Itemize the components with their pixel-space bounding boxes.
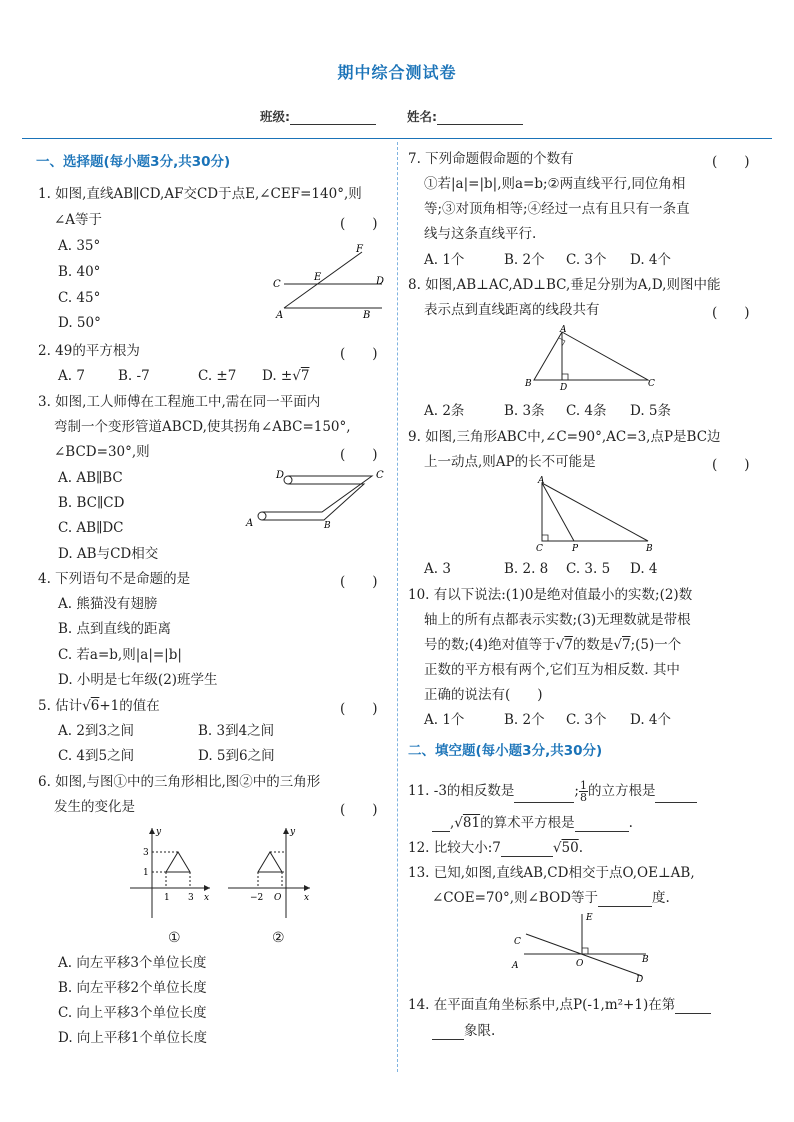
q12-radicand: 50 <box>561 840 579 856</box>
q1-stem-line1: 1. 如图,直线AB∥CD,AF交CD于点E,∠CEF=140°,则 <box>38 186 362 202</box>
q10-line3-suffix: ;(5)一个 <box>630 637 682 653</box>
q7-stem-line4: 线与这条直线平行. <box>424 226 537 242</box>
q1-stem-line2: ∠A等于 <box>54 212 103 228</box>
q14-stem-line2 <box>432 1022 495 1040</box>
q11-fraction-den: 8 <box>579 791 587 804</box>
q11-line2: ,√81的算术平方根是 . <box>432 814 633 832</box>
q5-stem-prefix: 5. 估计 <box>38 698 83 714</box>
q11-separator: ; <box>574 783 579 799</box>
q12-line: 12. 比较大小:7 √50. <box>408 840 583 856</box>
q9-fig-label-a: A <box>538 476 545 486</box>
q6-option-d[interactable]: D. 向上平移1个单位长度 <box>58 1030 208 1046</box>
q8-fig-label-c: C <box>648 379 655 389</box>
q14-blank-cont[interactable] <box>432 1025 464 1040</box>
q13-fig-label-a: A <box>512 961 519 971</box>
q14-blank[interactable] <box>675 999 711 1014</box>
class-blank[interactable] <box>290 110 376 125</box>
q6-fig1-tick-1x: 1 <box>164 893 170 903</box>
q11-fraction <box>579 780 588 803</box>
q6-fig1-y-label: y <box>156 827 162 837</box>
q13-figure <box>506 910 656 982</box>
q6-answer-paren[interactable]: ( ) <box>340 802 378 818</box>
q14-stem-line1 <box>408 996 711 1014</box>
q10-stem-line5: 正确的说法有( ) <box>424 687 543 703</box>
q10-stem-line4: 正数的平方根有两个,它们互为相反数. 其中 <box>424 662 680 678</box>
q1-fig-label-e: E <box>314 272 322 283</box>
name-field <box>407 107 523 125</box>
q1-answer-paren[interactable]: ( ) <box>340 216 378 232</box>
q11-blank-2-cont[interactable] <box>432 817 450 832</box>
q4-option-a[interactable]: A. 熊猫没有翅膀 <box>58 596 158 612</box>
q13-fig-label-d: D <box>636 975 644 982</box>
q7-option-a[interactable]: A. 1个 <box>424 252 465 268</box>
q11-fraction-num: 1 <box>579 779 587 792</box>
q7-stem-line3: 等;③对顶角相等;④经过一点有且只有一条直 <box>424 201 690 217</box>
class-label: 班级: <box>260 109 290 124</box>
q9-stem-line2: 上一动点,则AP的长不可能是 <box>424 454 596 470</box>
q9-option-a[interactable]: A. 3 <box>424 561 451 577</box>
q8-fig-label-d: D <box>560 383 568 390</box>
q13-fig-label-e: E <box>586 913 593 923</box>
q14-line2-text: 象限. <box>464 1023 496 1039</box>
q6-caption-1: ① <box>168 930 181 946</box>
q2-option-c[interactable]: C. ±7 <box>198 368 237 384</box>
q9-option-b[interactable]: B. 2. 8 <box>504 561 549 577</box>
q8-fig-label-b: B <box>525 379 532 389</box>
q3-stem-line1: 3. 如图,工人师傅在工程施工中,需在同一平面内 <box>38 394 321 410</box>
q6-fig1-tick-3x: 3 <box>188 893 194 903</box>
q7-stem-line1: 7. 下列命题假命题的个数有 <box>408 151 574 167</box>
name-blank[interactable] <box>437 110 523 125</box>
q5-stem-suffix: +1的值在 <box>99 698 160 714</box>
q3-option-c[interactable]: C. AB∥DC <box>58 520 124 536</box>
q10-option-c[interactable]: C. 3个 <box>566 712 607 728</box>
q1-fig-label-c: C <box>273 279 281 290</box>
q6-option-b[interactable]: B. 向左平移2个单位长度 <box>58 980 207 996</box>
q10-option-d[interactable]: D. 4个 <box>630 712 672 728</box>
section-choice-title: 一、选择题(每小题3分,共30分) <box>36 154 231 170</box>
q11-prefix: 11. -3的相反数是 <box>408 783 515 799</box>
q6-option-a[interactable]: A. 向左平移3个单位长度 <box>58 955 207 971</box>
q13-fig-label-o: O <box>576 959 584 969</box>
q3-option-d[interactable]: D. AB与CD相交 <box>58 546 159 562</box>
q5-option-c[interactable]: C. 4到5之间 <box>58 748 135 764</box>
q5-stem: 5. 估计√6+1的值在 <box>38 698 160 714</box>
q11-blank-1[interactable] <box>514 788 574 803</box>
q11-line1 <box>408 780 697 803</box>
q5-option-a[interactable]: A. 2到3之间 <box>58 723 135 739</box>
q3-fig-label-c: C <box>376 470 384 481</box>
q5-answer-paren[interactable]: ( ) <box>340 701 378 717</box>
q11-end: . <box>628 815 633 831</box>
q6-option-c[interactable]: C. 向上平移3个单位长度 <box>58 1005 207 1021</box>
q1-option-b[interactable]: B. 40° <box>58 264 101 280</box>
q10-option-b[interactable]: B. 2个 <box>504 712 545 728</box>
q1-option-d[interactable]: D. 50° <box>58 315 101 331</box>
q3-fig-label-a: A <box>246 518 254 528</box>
q5-option-b[interactable]: B. 3到4之间 <box>198 723 275 739</box>
q1-option-a[interactable]: A. 35° <box>58 238 101 254</box>
q3-figure <box>242 466 392 528</box>
q6-figure-1 <box>130 827 210 918</box>
q3-answer-paren[interactable]: ( ) <box>340 447 378 463</box>
q11-radicand: 81 <box>462 815 481 831</box>
q10-line3-radicand-1: 7 <box>564 637 573 653</box>
q6-figures <box>122 822 322 922</box>
q7-option-d[interactable]: D. 4个 <box>630 252 672 268</box>
q1-fig-label-a: A <box>276 310 284 321</box>
q12-end: . <box>578 840 583 856</box>
q9-option-d[interactable]: D. 4 <box>630 561 658 577</box>
q8-option-c[interactable]: C. 4条 <box>566 403 607 419</box>
q1-fig-label-b: B <box>363 310 371 321</box>
q7-option-b[interactable]: B. 2个 <box>504 252 545 268</box>
header-rule <box>22 138 772 139</box>
q6-fig2-y-label: y <box>290 827 296 837</box>
q8-figure <box>520 324 660 390</box>
q4-option-d[interactable]: D. 小明是七年级(2)班学生 <box>58 672 218 688</box>
q4-option-c[interactable]: C. 若a=b,则|a|=|b| <box>58 647 182 663</box>
q10-stem-line2: 轴上的所有点都表示实数;(3)无理数就是带根 <box>424 612 691 628</box>
q4-stem: 4. 下列语句不是命题的是 <box>38 571 191 587</box>
q11-blank-3[interactable] <box>575 817 629 832</box>
q10-line3-middle: 的数是 <box>572 637 614 653</box>
class-field <box>260 107 376 125</box>
q2-option-d-prefix: D. ± <box>262 368 293 384</box>
q3-fig-label-b: B <box>324 521 331 528</box>
q5-option-d[interactable]: D. 5到6之间 <box>198 748 275 764</box>
q2-option-a[interactable]: A. 7 <box>58 368 85 384</box>
q3-option-a[interactable]: A. AB∥BC <box>58 470 123 486</box>
q9-fig-label-c: C <box>536 544 543 553</box>
q4-answer-paren[interactable]: ( ) <box>340 574 378 590</box>
name-label: 姓名: <box>407 109 437 124</box>
q7-option-c[interactable]: C. 3个 <box>566 252 607 268</box>
q6-fig2-tick-neg2: −2 <box>250 893 264 903</box>
q9-answer-paren[interactable]: ( ) <box>712 457 750 473</box>
q1-figure <box>270 240 390 322</box>
q10-stem-line3: 号的数;(4)绝对值等于√7的数是√7;(5)一个 <box>424 637 682 653</box>
column-divider <box>397 142 398 1072</box>
q14-line1-text: 14. 在平面直角坐标系中,点P(-1,m²+1)在第 <box>408 997 676 1013</box>
q1-option-c[interactable]: C. 45° <box>58 290 101 306</box>
q3-stem-line3: ∠BCD=30°,则 <box>54 444 150 460</box>
q1-fig-label-f: F <box>356 244 363 255</box>
q8-stem-line1: 8. 如图,AB⊥AC,AD⊥BC,垂足分别为A,D,则图中能 <box>408 277 721 293</box>
q6-stem-line1: 6. 如图,与图①中的三角形相比,图②中的三角形 <box>38 774 321 790</box>
q7-answer-paren[interactable]: ( ) <box>712 154 750 170</box>
q6-caption-2: ② <box>272 930 285 946</box>
q9-fig-label-b: B <box>646 544 653 553</box>
q6-fig1-tick-3y: 3 <box>143 848 149 858</box>
q13-line2-end: 度. <box>651 890 670 906</box>
q11-mid: 的立方根是 <box>587 783 656 799</box>
q8-option-b[interactable]: B. 3条 <box>504 403 545 419</box>
q6-fig2-x-label: x <box>304 893 310 903</box>
q2-option-d-radicand: 7 <box>300 368 310 384</box>
q10-line3-prefix: 号的数;(4)绝对值等于 <box>424 637 556 653</box>
q6-figure-2 <box>228 827 310 918</box>
q13-stem-line2 <box>432 889 670 907</box>
q5-radicand: 6 <box>90 698 100 714</box>
q11-line2-text: 的算术平方根是 <box>480 815 575 831</box>
q12-prefix: 12. 比较大小:7 <box>408 840 501 856</box>
q9-option-c[interactable]: C. 3. 5 <box>566 561 611 577</box>
q13-stem-line1: 13. 已知,如图,直线AB,CD相交于点O,OE⊥AB, <box>408 865 695 881</box>
q8-answer-paren[interactable]: ( ) <box>712 305 750 321</box>
q9-fig-label-p: P <box>572 544 579 553</box>
q13-fig-label-b: B <box>642 955 649 965</box>
q2-stem: 2. 49的平方根为 <box>38 343 140 359</box>
q10-line3-radicand-2: 7 <box>621 637 631 653</box>
q13-blank[interactable] <box>598 892 652 907</box>
page-title: 期中综合测试卷 <box>337 63 457 82</box>
q13-line2-text: ∠COE=70°,则∠BOD等于 <box>432 890 598 906</box>
q2-answer-paren[interactable]: ( ) <box>340 346 378 362</box>
q3-fig-label-d: D <box>276 470 285 481</box>
q6-fig2-origin: O <box>274 893 282 903</box>
q7-stem-line2: ①若|a|=|b|,则a=b;②两直线平行,同位角相 <box>424 176 686 192</box>
q8-option-d[interactable]: D. 5条 <box>630 403 672 419</box>
q11-line2-prefix: , <box>450 815 455 831</box>
q13-fig-label-c: C <box>514 937 521 947</box>
q10-stem-line1: 10. 有以下说法:(1)0是绝对值最小的实数;(2)数 <box>408 587 693 603</box>
q3-stem-line2: 弯制一个变形管道ABCD,使其拐角∠ABC=150°, <box>54 419 351 435</box>
q4-option-b[interactable]: B. 点到直线的距离 <box>58 621 172 637</box>
q8-fig-label-a: A <box>560 325 567 335</box>
q2-option-b[interactable]: B. -7 <box>118 368 150 384</box>
q6-fig1-x-label: x <box>204 893 210 903</box>
q8-stem-line2: 表示点到直线距离的线段共有 <box>424 302 600 318</box>
q2-option-d[interactable]: D. ±√7 <box>262 368 310 384</box>
q1-fig-label-d: D <box>376 276 385 287</box>
q11-blank-2[interactable] <box>655 788 697 803</box>
q12-blank[interactable] <box>501 842 553 857</box>
q6-stem-line2: 发生的变化是 <box>54 799 135 815</box>
q10-option-a[interactable]: A. 1个 <box>424 712 465 728</box>
q8-option-a[interactable]: A. 2条 <box>424 403 465 419</box>
q9-figure <box>530 475 660 553</box>
q6-fig1-tick-1y: 1 <box>143 868 149 878</box>
section-fill-title: 二、填空题(每小题3分,共30分) <box>408 743 603 759</box>
q9-stem-line1: 9. 如图,三角形ABC中,∠C=90°,AC=3,点P是BC边 <box>408 429 721 445</box>
q3-option-b[interactable]: B. BC∥CD <box>58 495 125 511</box>
